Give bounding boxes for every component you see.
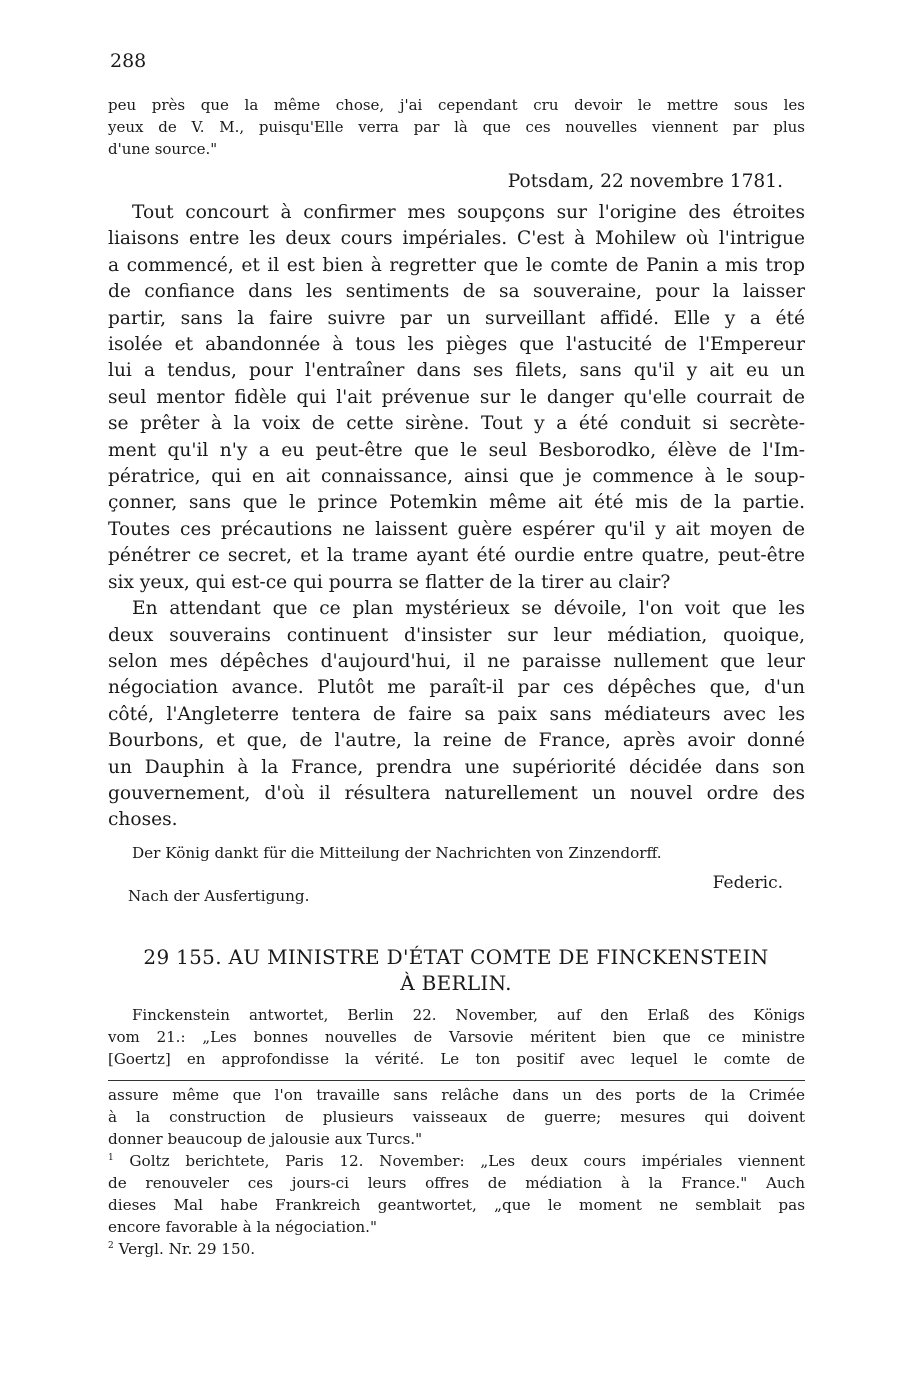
letter-line: se prêter à la voix de cette sirène. Tout y a été conduit si secrète- bbox=[108, 413, 805, 435]
footnote-1-line: de renouveler ces jours-ci leurs offres de médiation à la France." Auch bbox=[108, 1174, 805, 1192]
footnote-continuation-line: donner beaucoup de jalousie aux Turcs." bbox=[108, 1130, 423, 1148]
letter-line: selon mes dépêches d'aujourd'hui, il ne paraisse nullement que leur bbox=[108, 650, 805, 672]
footnote-divider bbox=[108, 1080, 805, 1081]
dateline: Potsdam, 22 novembre 1781. bbox=[507, 171, 783, 192]
book-page bbox=[108, 0, 805, 1392]
letter-line: isolée et abandonnée à tous les pièges que l'astucité de l'Empereur bbox=[108, 334, 805, 356]
source-note: Nach der Ausfertigung. bbox=[128, 887, 310, 905]
letter-line: six yeux, qui est-ce qui pourra se flatter de la tirer au clair? bbox=[108, 571, 671, 593]
response-line: Finckenstein antwortet, Berlin 22. November, auf den Erlaß des Königs bbox=[132, 1006, 805, 1024]
letter-line-text: négociation avance. Plutôt me paraît-il par ces dépêches que, d'un bbox=[108, 677, 805, 699]
letter-line: a commencé, et il est bien à regretter que le comte de Panin a mis trop bbox=[108, 254, 805, 276]
letter-line: partir, sans la faire suivre par un surveillant affidé. Elle y a été bbox=[108, 307, 805, 329]
footnotes bbox=[108, 1084, 805, 1260]
document-heading bbox=[128, 944, 784, 996]
letter-line: seul mentor fidèle qui l'ait prévenue sur le danger qu'elle courrait de bbox=[108, 386, 805, 408]
footnote-continuation-line: à la construction de plusieurs vaisseaux de guerre; mesures qui doivent bbox=[108, 1108, 805, 1126]
letter-line: Bourbons, et que, de l'autre, la reine de France, après avoir donné bbox=[108, 730, 805, 752]
editorial-note: Der König dankt für die Mitteilung der Nachrichten von Zinzendorff. bbox=[132, 844, 662, 862]
letter-line: çonner, sans que le prince Potemkin même ait été mis de la partie. bbox=[108, 492, 805, 514]
heading-line: À BERLIN. bbox=[400, 971, 512, 995]
intro-line: yeux de V. M., puisqu'Elle verra par là que ces nouvelles viennent par plus bbox=[108, 118, 805, 136]
footnote-1-line: encore favorable à la négociation." bbox=[108, 1218, 377, 1236]
letter-line: côté, l'Angleterre tentera de faire sa paix sans médiateurs avec les bbox=[108, 703, 805, 725]
letter-line: gouvernement, d'où il résultera naturellement un nouvel ordre des bbox=[108, 782, 805, 804]
letter-line: ment qu'il n'y a eu peut-être que le seul Besborodko, élève de l'Im- bbox=[108, 439, 805, 461]
intro-paragraph bbox=[108, 94, 805, 160]
footnote-continuation-line: assure même que l'on travaille sans relâche dans un des ports de la Crimée bbox=[108, 1086, 805, 1104]
letter-line: En attendant que ce plan mystérieux se dévoile, l'on voit que les bbox=[132, 598, 805, 620]
response-line: vom 21.: „Les bonnes nouvelles de Varsovie méritent bien que ce ministre bbox=[108, 1028, 805, 1046]
letter-line: un Dauphin à la France, prendra une supériorité décidée dans son bbox=[108, 756, 805, 778]
response-paragraph bbox=[108, 1004, 805, 1070]
letter-line-with-footnote bbox=[108, 675, 805, 701]
letter-body bbox=[108, 200, 805, 834]
footnote-2 bbox=[108, 1238, 805, 1260]
response-line: [Goertz] en approfondisse la vérité. Le ton positif avec lequel le comte de bbox=[108, 1050, 805, 1068]
footnote-1-marker: 1 bbox=[108, 1152, 114, 1163]
intro-line: d'une source." bbox=[108, 140, 218, 158]
footnote-1-line: dieses Mal habe Frankreich geantwortet, „que le moment ne semblait pas bbox=[108, 1196, 805, 1214]
letter-line: de confiance dans les sentiments de sa souveraine, pour la laisser bbox=[108, 281, 805, 303]
letter-line: Tout concourt à confirmer mes soupçons sur l'origine des étroites bbox=[132, 202, 805, 223]
page-number: 288 bbox=[110, 50, 147, 72]
letter-line: lui a tendus, pour l'entraîner dans ses filets, sans qu'il y ait eu un bbox=[108, 360, 805, 382]
footnote-1-line bbox=[108, 1150, 805, 1172]
footnote-2-marker: 2 bbox=[108, 1240, 114, 1251]
heading-line: 29 155. AU MINISTRE D'ÉTAT COMTE DE FINCKENSTEIN bbox=[143, 945, 769, 969]
signature: Federic. bbox=[712, 873, 783, 893]
letter-line: Toutes ces précautions ne laissent guère espérer qu'il y ait moyen de bbox=[108, 518, 805, 540]
intro-line: peu près que la même chose, j'ai cependant cru devoir le mettre sous les bbox=[108, 96, 805, 114]
letter-line: liaisons entre les deux cours impériales. C'est à Mohilew où l'intrigue bbox=[108, 228, 805, 250]
letter-line: pénétrer ce secret, et la trame ayant été ourdie entre quatre, peut-être bbox=[108, 545, 805, 567]
letter-line: pératrice, qui en ait connaissance, ainsi que je commence à le soup- bbox=[108, 466, 805, 488]
footnote-1-text: Goltz berichtete, Paris 12. November: „Les deux cours impériales viennent bbox=[129, 1152, 805, 1170]
letter-line: deux souverains continuent d'insister sur leur médiation, quoique, bbox=[108, 624, 805, 646]
letter-line: choses. bbox=[108, 809, 178, 831]
footnote-2-text: Vergl. Nr. 29 150. bbox=[118, 1240, 256, 1258]
